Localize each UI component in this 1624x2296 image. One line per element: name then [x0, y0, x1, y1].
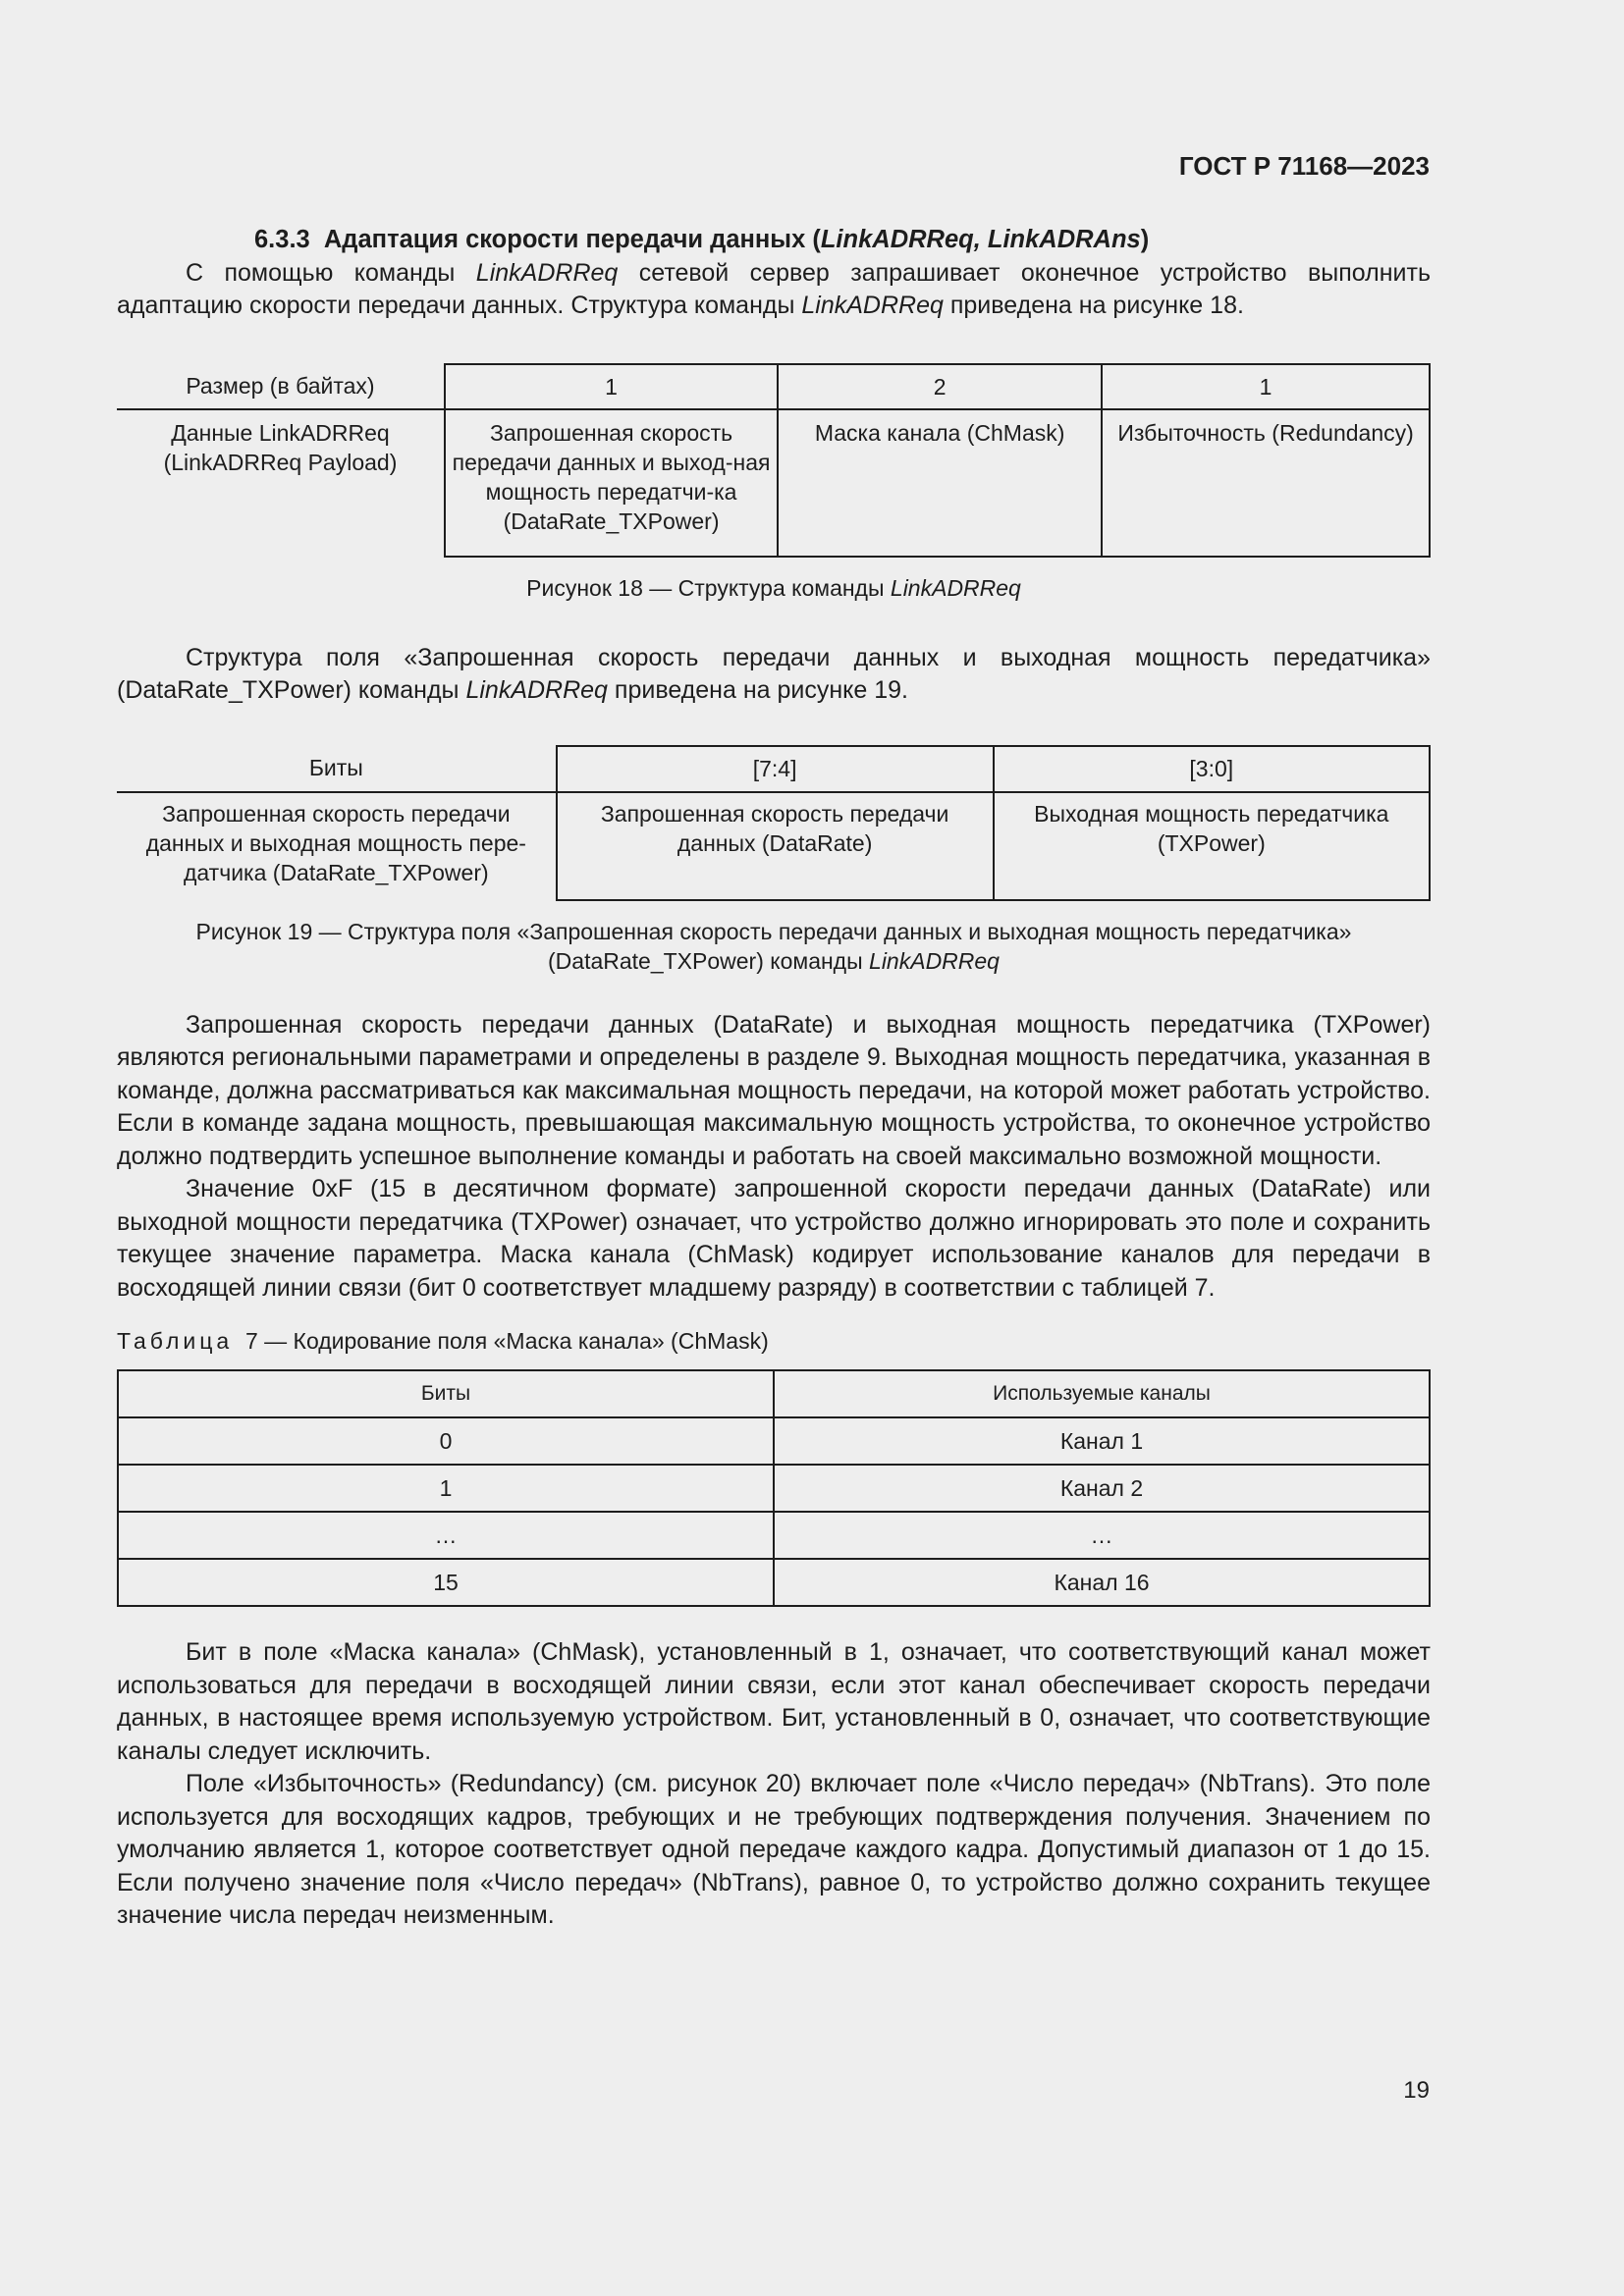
bit-cell: … [118, 1512, 774, 1559]
bit-cell: 15 [118, 1559, 774, 1606]
section-number: 6.3.3 [254, 226, 310, 253]
table-header-row [118, 1370, 1430, 1417]
figure-19-bits-row [117, 746, 1430, 792]
figure-18-caption-text: Рисунок 18 — Структура команды [526, 574, 891, 601]
section-heading [117, 224, 1431, 257]
figure-19-caption-line-1: Рисунок 19 — Структура поля «Запрошенная скорость передачи данных и выходная мощность передатчика» [195, 918, 1352, 944]
field-txpower: Выходная мощность передатчика (TXPower) [994, 792, 1430, 900]
page-content [117, 224, 1431, 1933]
body-paragraph: Значение 0xF (15 в десятичном формате) запрошенной скорости передачи данных (DataRate) или выходной мощности передатчика (TXPower) означает, что устройство должно игнорировать это поле и сохранить текущее значение параметра. Маска канала (ChMask) кодирует использование каналов для передачи в восходящей линии связи (бит 0 соответствует младшему разряду) в соответствии с таблицей 7. [117, 1175, 1431, 1302]
table-7 [117, 1369, 1431, 1607]
figure-19-intro-paragraph [117, 642, 1431, 708]
size-cell-datarate: 1 [445, 364, 778, 409]
intro-command-2: LinkADRReq [801, 292, 944, 319]
figure-19-table [117, 745, 1431, 901]
field-datarate-txpower: Запрошенная скорость передачи данных и выход-ная мощность передатчи-ка (DataRate_TXPower) [445, 409, 778, 557]
table-7-title-text: 7 — Кодирование поля «Маска канала» (ChMask) [244, 1328, 769, 1354]
intro-text-1: С помощью команды [186, 258, 476, 287]
intro-text-2: сетевой сервер запрашивает оконечное устройство выполнить адаптацию скорости передачи данных. Структура команды [117, 258, 1431, 319]
channel-cell: … [774, 1512, 1430, 1559]
channel-cell: Канал 16 [774, 1559, 1430, 1606]
table-7-label: Таблица [117, 1328, 234, 1354]
figure-19-intro-tail: приведена на рисунке 19. [607, 676, 908, 704]
size-cell-chmask: 2 [778, 364, 1102, 409]
body-paragraph: Бит в поле «Маска канала» (ChMask), установленный в 1, означает, что соответствующий канал может использоваться для передачи в восходящей линии связи, если этот канал обеспечивает скорость передачи данных, в настоящее время используемую устройством. Бит, установленный в 0, означает, что соответствующие каналы следует исключить. [117, 1638, 1431, 1765]
bit-cell: 1 [118, 1465, 774, 1512]
figure-19-caption-text: (DataRate_TXPower) команды [548, 947, 870, 974]
payload-label: Данные LinkADRReq (LinkADRReq Payload) [163, 419, 398, 475]
column-header-bits: Биты [118, 1370, 774, 1417]
table-row [118, 1512, 1430, 1559]
table-7-title [117, 1326, 1431, 1356]
figure-18-table [117, 363, 1431, 558]
figure-18-size-row [117, 364, 1430, 409]
figure-19-field-row [117, 792, 1430, 900]
bits-cell-low: [3:0] [994, 746, 1430, 792]
bit-cell: 0 [118, 1417, 774, 1465]
figure-19-intro-command: LinkADRReq [465, 676, 608, 704]
figure-19-caption-command: LinkADRReq [869, 947, 1000, 974]
figure-19-caption [117, 917, 1431, 976]
column-header-channels: Используемые каналы [774, 1370, 1430, 1417]
section-title: Адаптация скорости передачи данных ( [323, 226, 821, 253]
section-title-close: ) [1140, 226, 1150, 253]
figure-18-caption [117, 573, 1431, 603]
bits-cell-high: [7:4] [557, 746, 994, 792]
size-cell-redundancy: 1 [1102, 364, 1430, 409]
section-title-commands: LinkADRReq, LinkADRAns [820, 226, 1141, 253]
body-paragraph: Поле «Избыточность» (Redundancy) (см. рисунок 20) включает поле «Число передач» (NbTrans). Это поле используется для восходящих кадров, требующих и не требующих подтверждения получения. Значением по умолчанию является 1, которое соответствует одной передаче каждого кадра. Допустимый диапазон от 1 до 15. Если получено значение поля «Число передач» (NbTrans), равное 0, то устройство должно сохранить текущее значение числа передач неизменным. [117, 1770, 1431, 1929]
table-row [118, 1465, 1430, 1512]
intro-command-1: LinkADRReq [475, 258, 619, 287]
channel-cell: Канал 1 [774, 1417, 1430, 1465]
field-redundancy: Избыточность (Redundancy) [1102, 409, 1430, 557]
size-label: Размер (в байтах) [117, 364, 445, 409]
field-datarate: Запрошенная скорость передачи данных (DataRate) [557, 792, 994, 900]
closing-paragraphs [117, 1636, 1431, 1933]
field-row-label: Запрошенная скорость передачи данных и выходная мощность пере-датчика (DataRate_TXPower) [145, 800, 526, 885]
figure-19-caption-line-2 [117, 946, 1431, 976]
page-number: 19 [1403, 2077, 1430, 2104]
intro-paragraph [117, 257, 1431, 323]
table-row [118, 1417, 1430, 1465]
figure-18-caption-command: LinkADRReq [890, 574, 1021, 601]
body-paragraph: Запрошенная скорость передачи данных (DataRate) и выходная мощность передатчика (TXPower) являются региональными параметрами и определены в разделе 9. Выходная мощность передатчика, указанная в команде, должна рассматриваться как максимальная мощность передачи, на которой может работать устройство. Если в команде задана мощность, превышающая максимальную мощность устройства, то оконечное устройство должно подтвердить успешное выполнение команды и работать на своей максимально возможной мощности. [117, 1010, 1431, 1170]
bits-label: Биты [117, 746, 557, 792]
standard-designation: ГОСТ Р 71168—2023 [1178, 151, 1430, 181]
figure-18-payload-row [117, 409, 1430, 557]
channel-cell: Канал 2 [774, 1465, 1430, 1512]
figure-19-intro-text: Структура поля «Запрошенная скорость передачи данных и выходная мощность передатчика» (DataRate_TXPower) команды [117, 643, 1431, 704]
field-chmask: Маска канала (ChMask) [778, 409, 1102, 557]
table-row [118, 1559, 1430, 1606]
intro-text-3: приведена на рисунке 18. [943, 292, 1244, 319]
